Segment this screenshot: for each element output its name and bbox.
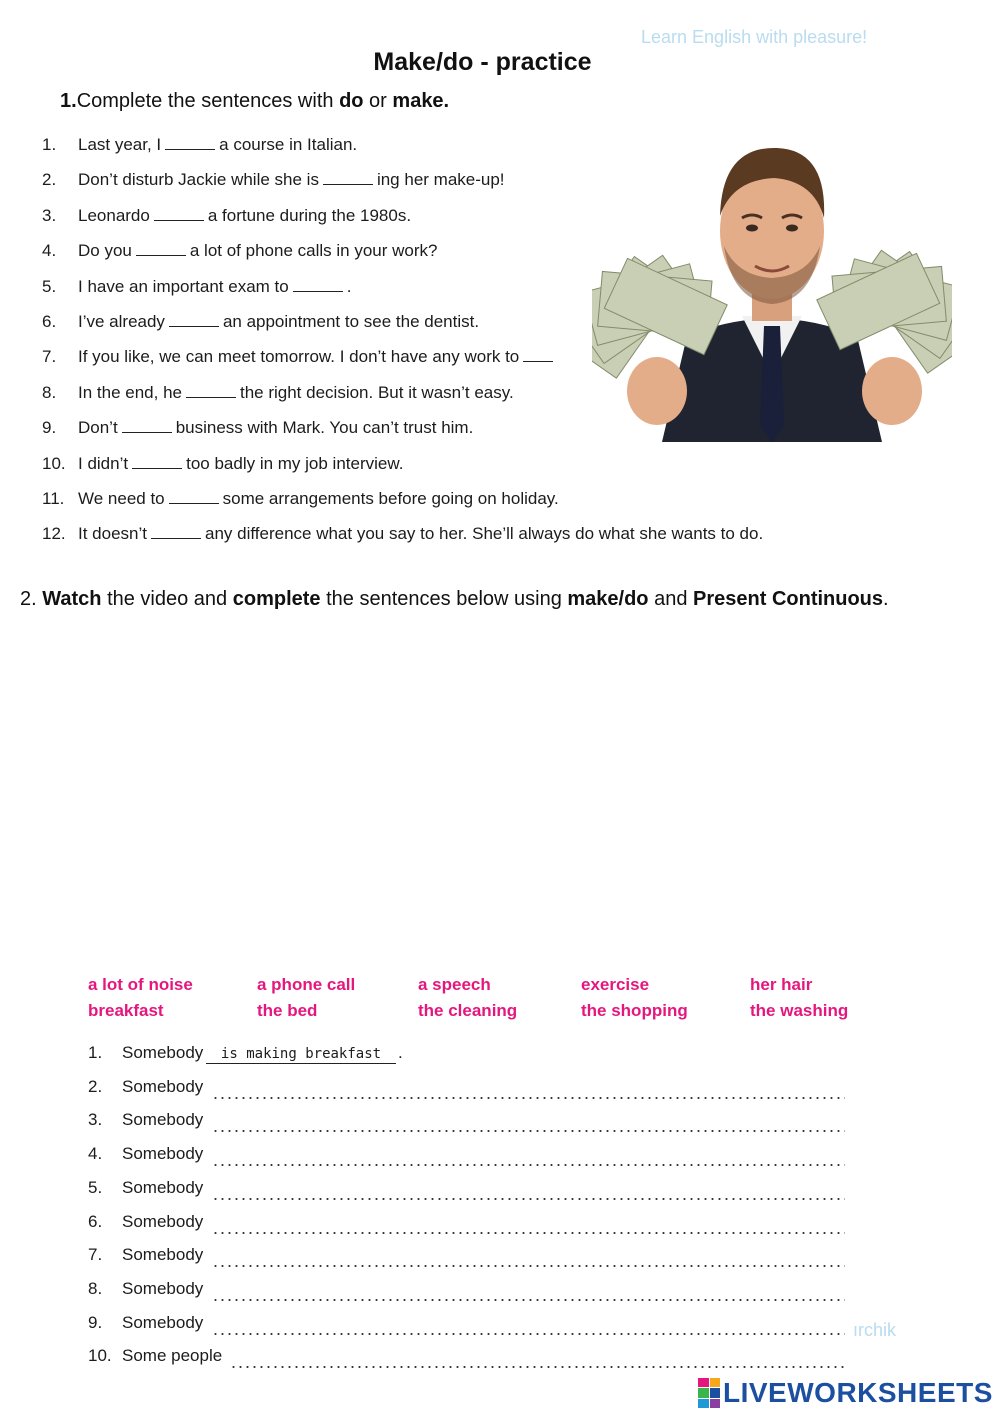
- exercise2-instruction: [20, 588, 889, 611]
- keyword-do: do: [339, 90, 364, 112]
- word-bank-item: a speech: [418, 975, 491, 994]
- word-bank-item: the shopping: [581, 1001, 688, 1020]
- item-text-after: business with Mark. You can’t trust him.: [175, 418, 474, 438]
- item-subject: Somebody: [122, 1312, 204, 1332]
- item-text: [78, 206, 411, 226]
- item-text: [78, 170, 505, 190]
- item-text-before: In the end, he: [78, 382, 182, 402]
- instruction-text: the video and: [101, 588, 233, 610]
- example-answer: is making breakfast: [206, 1046, 396, 1064]
- businessman-with-money-photo: [592, 136, 952, 442]
- item-text: [78, 347, 557, 367]
- item-text: [78, 312, 479, 332]
- item-number: 4.: [42, 241, 57, 261]
- word-bank-item: a phone call: [257, 975, 356, 994]
- item-subject: Somebody: [122, 1043, 204, 1062]
- answer-blank[interactable]: [154, 206, 204, 221]
- answer-blank[interactable]: [169, 312, 219, 327]
- video-placeholder[interactable]: [40, 628, 970, 958]
- item-text: [78, 135, 357, 155]
- exercise1-number: 1.: [60, 90, 77, 112]
- item-number: 3.: [42, 205, 57, 225]
- item-text-after: a lot of phone calls in your work?: [189, 241, 438, 261]
- word-bank-item: the cleaning: [418, 1001, 518, 1020]
- liveworksheets-logo-icon: [698, 1378, 720, 1408]
- item-text-after: ing her make-up!: [376, 170, 505, 190]
- answer-blank[interactable]: [151, 524, 201, 539]
- item-number: 3.: [88, 1110, 103, 1130]
- example-answer-period: .: [398, 1043, 403, 1062]
- item-number: 1.: [42, 135, 57, 154]
- item-text: [78, 489, 559, 509]
- item-text: [78, 241, 437, 261]
- dotted-answer-line[interactable]: [212, 1198, 845, 1200]
- item-text-before: Do you: [78, 241, 132, 261]
- dotted-answer-line[interactable]: [212, 1265, 845, 1267]
- item-number: 11.: [42, 489, 65, 508]
- answer-blank[interactable]: [186, 383, 236, 398]
- keyword-complete: complete: [232, 588, 321, 610]
- item-text-before: I didn’t: [78, 453, 129, 473]
- answer-blank[interactable]: [523, 347, 553, 362]
- item-text-before: I’ve already: [78, 312, 165, 331]
- dotted-answer-line[interactable]: [212, 1299, 845, 1301]
- item-subject: Some people: [122, 1346, 223, 1366]
- instruction-text: and: [648, 588, 694, 610]
- item-number: 10.: [42, 453, 66, 473]
- answer-blank[interactable]: [323, 170, 373, 185]
- item-text-after: too badly in my job interview.: [186, 453, 404, 473]
- item-number: 8.: [88, 1278, 103, 1298]
- item-number: 5.: [42, 276, 57, 296]
- instruction-text: Complete the sentences with: [76, 90, 340, 112]
- item-number: 2.: [88, 1076, 103, 1096]
- item-subject: Somebody: [122, 1177, 204, 1197]
- item-number: 9.: [88, 1312, 103, 1332]
- item-text-after: a course in Italian.: [219, 135, 358, 154]
- keyword-present-continuous: Present Continuous: [693, 588, 884, 610]
- word-bank-item: her hair: [750, 975, 813, 994]
- item-subject: Somebody: [122, 1110, 204, 1130]
- item-number: 6.: [42, 312, 57, 331]
- instruction-text: the sentences below using: [320, 588, 568, 610]
- item-subject: Somebody: [122, 1278, 204, 1298]
- item-text: [78, 277, 351, 297]
- answer-blank[interactable]: [132, 454, 182, 469]
- word-bank: [0, 975, 1000, 1030]
- answer-blank[interactable]: [293, 277, 343, 292]
- answer-blank[interactable]: [122, 418, 172, 433]
- liveworksheets-logo: [698, 1376, 993, 1410]
- item-number: 10.: [88, 1346, 112, 1366]
- item-number: 8.: [42, 382, 57, 402]
- item-text-before: Leonardo: [78, 205, 150, 225]
- answer-blank[interactable]: [169, 489, 219, 504]
- item-number: 5.: [88, 1177, 103, 1197]
- item-number: 6.: [88, 1211, 103, 1231]
- item-number: 2.: [42, 170, 57, 190]
- watermark: ırchik: [853, 1320, 897, 1340]
- dotted-answer-line[interactable]: [212, 1097, 845, 1099]
- item-text-after: .: [346, 276, 352, 296]
- word-bank-item: breakfast: [88, 1001, 164, 1020]
- liveworksheets-logo-text: LIVEWORKSHEETS: [723, 1377, 993, 1408]
- keyword-watch: Watch: [42, 588, 102, 610]
- instruction-text: or: [363, 90, 393, 112]
- exercise2-list: [0, 1043, 1000, 1383]
- keyword-make-do: make/do: [567, 588, 649, 610]
- word-bank-item: the bed: [257, 1001, 318, 1020]
- instruction-text: .: [883, 588, 889, 610]
- item-text: [78, 524, 763, 544]
- item-text-before: Don’t disturb Jackie while she is: [78, 170, 319, 190]
- page-title: Make/do - practice: [373, 48, 592, 76]
- dotted-answer-line[interactable]: [212, 1333, 845, 1335]
- item-text-before: Last year, I: [78, 135, 162, 154]
- keyword-make: make.: [392, 90, 450, 112]
- dotted-answer-line[interactable]: [212, 1130, 845, 1132]
- exercise2-number: 2.: [20, 588, 37, 610]
- item-text-after: a fortune during the 1980s.: [207, 205, 412, 225]
- item-text-after: the right decision. But it wasn’t easy.: [239, 382, 514, 402]
- item-number: 9.: [42, 418, 57, 438]
- item-text-before: I have an important exam to: [78, 276, 289, 296]
- item-text-after: some arrangements before going on holiday.: [222, 489, 559, 508]
- word-bank-item: exercise: [581, 975, 650, 994]
- item-number: 4.: [88, 1144, 103, 1164]
- item-text-before: It doesn’t: [78, 524, 147, 544]
- item-number: 7.: [88, 1245, 103, 1265]
- item-text-before: Don’t: [78, 418, 118, 438]
- item-text-after: any difference what you say to her. She’ll always do what she wants to do.: [205, 524, 764, 544]
- word-bank-item: the washing: [750, 1001, 849, 1020]
- dotted-answer-line[interactable]: [212, 1232, 845, 1234]
- exercise1-instruction: [60, 90, 449, 113]
- tagline: Learn English with pleasure!: [641, 27, 868, 47]
- item-text: [78, 383, 514, 403]
- answer-blank[interactable]: [165, 135, 215, 150]
- answer-blank[interactable]: [136, 241, 186, 256]
- dotted-answer-line[interactable]: [230, 1366, 845, 1368]
- item-subject: Somebody: [122, 1245, 204, 1265]
- item-number: 1.: [88, 1043, 103, 1062]
- item-text-after: an appointment to see the dentist.: [222, 312, 480, 331]
- item-subject: Somebody: [122, 1076, 204, 1096]
- item-subject: Somebody: [122, 1211, 204, 1231]
- item-text-before: We need to: [78, 489, 165, 508]
- dotted-answer-line[interactable]: [212, 1164, 845, 1166]
- item-text: [78, 454, 403, 474]
- word-bank-item: a lot of noise: [88, 975, 193, 994]
- item-subject: Somebody: [122, 1144, 204, 1164]
- item-number: 7.: [42, 347, 57, 367]
- item-text: [78, 418, 473, 438]
- item-text-before: If you like, we can meet tomorrow. I don’t have any work to: [78, 347, 520, 367]
- item-number: 12.: [42, 524, 66, 544]
